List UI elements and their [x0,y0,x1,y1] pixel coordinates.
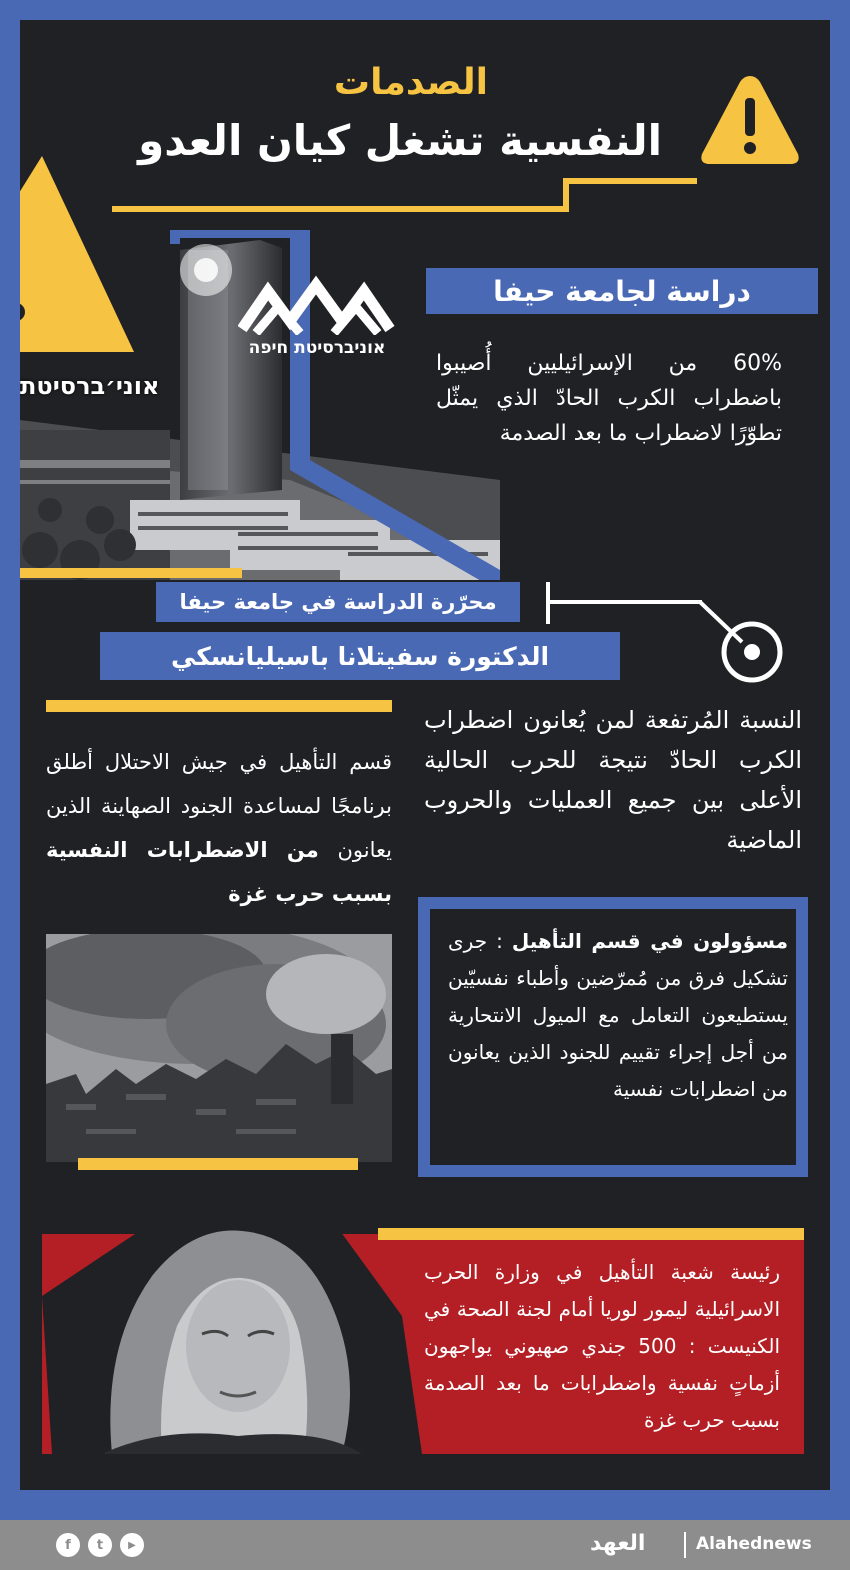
connector-line [563,178,697,184]
footer-divider [684,1532,686,1558]
youtube-icon[interactable]: ▶ [120,1533,144,1557]
rehab-text [46,740,392,916]
gaza-destruction-photo [46,934,392,1162]
connector-line [546,600,702,604]
section-rule [78,1158,358,1170]
officials-box-inner [430,909,796,1165]
footer-bar [0,1520,850,1570]
title-line-1: الصدمات [333,62,488,103]
section-rule [46,700,392,712]
haifa-university-logo [238,273,396,335]
footer-logo: العهد [590,1531,646,1556]
portrait-photo [42,1196,422,1454]
ratio-text: النسبة المُرتفعة لمن يُعانون اضطراب الكرب الحادّ نتيجة للحرب الحالية الأعلى بين جميع العمليات والحروب الماضية [424,706,802,854]
building-sign: אוני׳ברסיטת [20,372,160,400]
pin-circle-icon [696,596,788,686]
officials-lead: مسؤولون في قسم التأهيل [511,929,788,953]
officials-text [448,923,788,1108]
study-text: 60% من الإسرائيليين أُصيبوا باضطراب الكرب الحادّ الذي يمثّل تطوّرًا لاضطراب ما بعد الصدمة [436,351,782,446]
rehab-text-plain: قسم التأهيل في جيش الاحتلال أطلق برنامجًا لمساعدة الجنود الصهاينة الذين يعانون [46,750,392,862]
officials-body: : جرى تشكيل فرق من مُمرّضين وأطباء نفسيّين يستطيعون التعامل مع الميول الانتحارية من أجل إجراء تقييم للجنود الذين يعانون من اضطرابات نفسية [448,929,788,1101]
officials-box [418,897,808,1177]
connector-line [112,206,568,212]
study-heading: دراسة لجامعة حيفا [426,268,818,314]
editor-name: الدكتورة سفيتلانا باسيليانسكي [100,632,620,680]
ministry-text: رئيسة شعبة التأهيل في وزارة الحرب الاسرائيلية ليمور لوريا أمام لجنة الصحة في الكنيست : 500 جندي صهيوني يواجهون أزماتٍ نفسية واضطرابات ما بعد الصدمة بسبب حرب غزة [424,1260,781,1432]
logo-caption: אוניברסיטת חיפה [248,338,386,358]
title-line-2: النفسية تشغل كيان العدو [138,116,662,165]
warning-icon [698,72,802,168]
connector-line [20,568,242,578]
editor-role: محرّرة الدراسة في جامعة حيفا [156,582,520,622]
facebook-icon[interactable]: f [56,1533,80,1557]
main-panel [20,20,830,1490]
footer-brand: Alahednews [696,1534,812,1554]
rehab-text-bold: من الاضطرابات النفسية بسبب حرب غزة [46,838,392,906]
section-rule [378,1228,804,1240]
twitter-icon[interactable]: t [88,1533,112,1557]
